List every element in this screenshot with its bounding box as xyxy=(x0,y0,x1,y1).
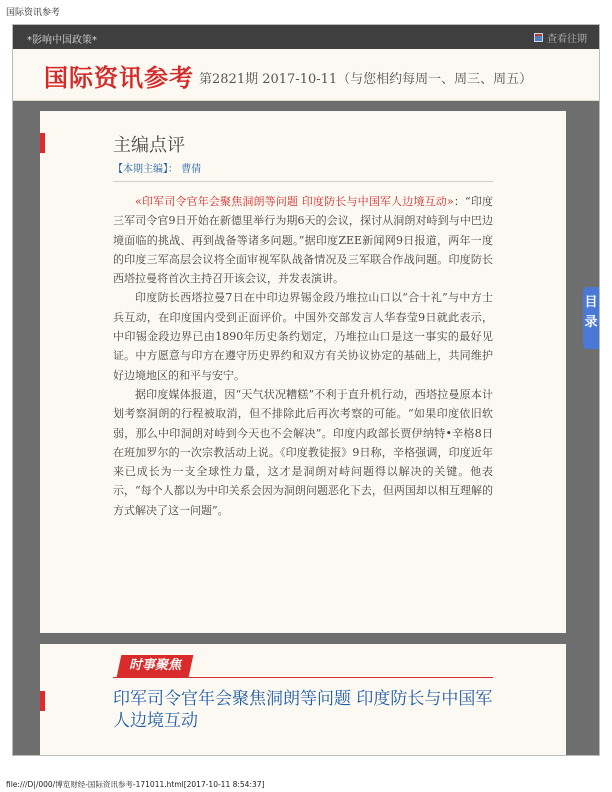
editorial-body xyxy=(113,192,493,520)
divider xyxy=(113,181,493,182)
news-card xyxy=(40,644,566,756)
section-marker xyxy=(40,691,45,711)
print-footer: file:///D|/000/博览财经-国际资讯参考-171011.html[2017-10-11 8:54:37] xyxy=(6,780,265,789)
top-bar xyxy=(13,25,599,49)
editor-name: 曹倩 xyxy=(181,164,202,175)
editor-line xyxy=(113,160,201,175)
masthead xyxy=(13,49,599,101)
archive-label: 查看往期 xyxy=(547,34,587,45)
issue-info: 第2821期 2017-10-11（与您相约每周一、周三、周五） xyxy=(199,72,533,87)
paragraph-1-text: ：“印度三军司令官9日开始在新德里举行为期6天的会议，探讨从洞朗对峙到与中巴边境面临的挑战、再到战备等诸多问题。”据印度ZEE新闻网9日报道，两年一度的印度三军高层会议将全面审视军队战备情况及三军联合作战问题。印度防长西塔拉曼将首次主持召开该会议，并发表演讲。 xyxy=(113,195,493,286)
archive-link[interactable] xyxy=(534,30,587,45)
editor-label: 【本期主编】： xyxy=(113,164,178,175)
toc-tab[interactable]: 目录 xyxy=(583,287,599,349)
badge-underline xyxy=(113,677,493,678)
section-badge-label: 时事聚焦 xyxy=(128,658,181,673)
brand-logo[interactable]: 国际资讯参考 xyxy=(44,63,194,92)
article-link[interactable]: «印军司令官年会聚焦洞朗等问题 印度防长与中国军人边境互动» xyxy=(135,195,454,208)
paragraph-3: 据印度媒体报道，因“天气状况糟糕”不利于直升机行动，西塔拉曼原本计划考察洞朗的行程被取消，但不排除此后再次考察的可能。“如果印度依旧软弱，那么中印洞朗对峙到今天也不会解决”。印度内政部长贾伊纳特•辛格8日在班加罗尔的一次宗教活动上说。《印度教徒报》9日称，辛格强调，印度近年来已成长为一支全球性力量，这才是洞朗对峙问题得以解决的关键。他表示，“每个人都以为中印关系会因为洞朗问题恶化下去，但两国却以相互理解的方式解决了这一问题”。 xyxy=(113,387,493,517)
section-title: 主编点评 xyxy=(113,135,185,156)
news-headline[interactable]: 印军司令官年会聚焦洞朗等问题 印度防长与中国军人边境互动 xyxy=(113,689,493,731)
paragraph-2: 印度防长西塔拉曼7日在中印边界锡金段乃堆拉山口以“合十礼”与中方士兵互动，在印度国内受到正面评价。中国外交部发言人华春莹9日就此表示，中印锡金段边界已由1890年历史条约划定，乃堆拉山口是这一事实的最好见证。中方愿意与印方在遵守历史界约和双方有关协议协定的基础上，共同维护好边境地区的和平与安宁。 xyxy=(113,291,493,382)
paragraph-1 xyxy=(113,192,493,288)
section-badge xyxy=(117,655,194,677)
editorial-card xyxy=(40,111,566,633)
policy-tagline: *影响中国政策* xyxy=(27,35,97,46)
page-frame xyxy=(12,24,600,756)
print-header: 国际资讯参考 xyxy=(6,8,61,18)
section-marker xyxy=(40,133,45,153)
calendar-icon xyxy=(534,33,543,42)
